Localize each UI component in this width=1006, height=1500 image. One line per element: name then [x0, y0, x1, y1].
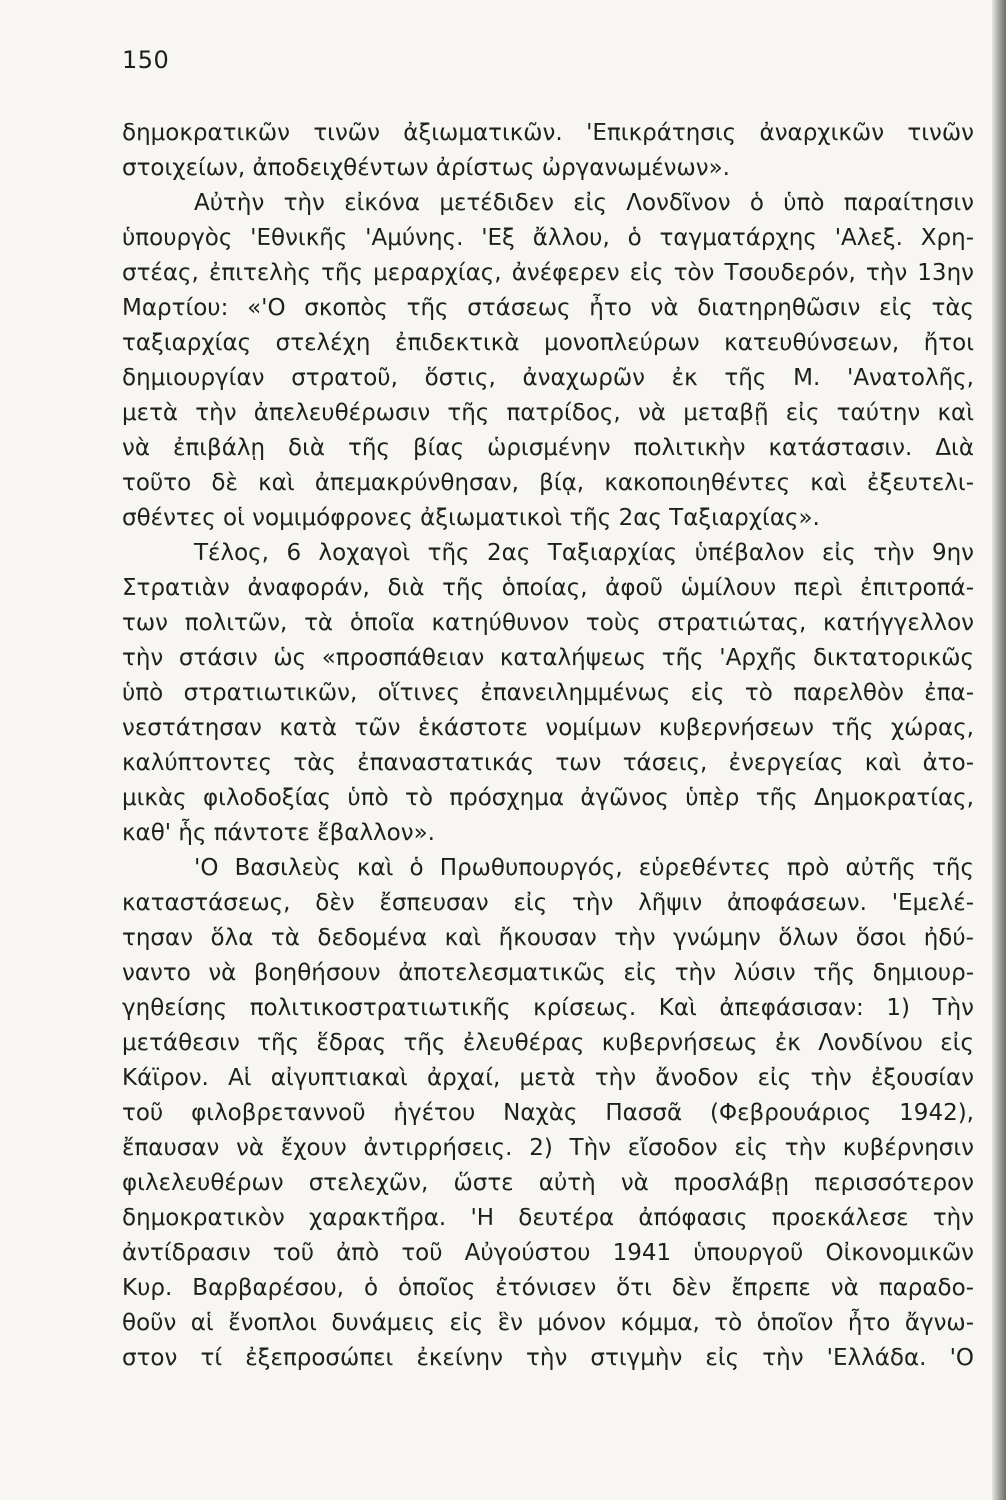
text-line: δημιουργίαν στρατοῦ, ὅστις, ἀναχωρῶν ἐκ τῆς Μ. 'Ανατολῆς,: [122, 365, 974, 391]
text-line: 'Ο Βασιλεὺς καὶ ὁ Πρωθυπουργός, εὑρεθέντες πρὸ αὐτῆς τῆς: [194, 855, 974, 881]
text-line: ναντο νὰ βοηθήσουν ἀποτελεσματικῶς εἰς τὴν λύσιν τῆς δημιουρ-: [122, 960, 974, 986]
text-line: στον τί ἐξεπροσώπει ἐκείνην τὴν στιγμὴν εἰς τὴν 'Ελλάδα. 'Ο: [122, 1345, 974, 1371]
text-line: τοῦτο δὲ καὶ ἀπεμακρύνθησαν, βίᾳ, κακοποιηθέντες καὶ ἐξευτελι-: [122, 470, 974, 496]
text-line: δημοκρατικὸν χαρακτῆρα. 'Η δευτέρα ἀπόφασις προεκάλεσε τὴν: [122, 1205, 974, 1231]
text-line: Κάϊρον. Αἱ αἰγυπτιακαὶ ἀρχαί, μετὰ τὴν ἄνοδον εἰς τὴν ἐξουσίαν: [122, 1065, 974, 1091]
text-line: δημοκρατικῶν τινῶν ἀξιωματικῶν. 'Επικράτησις ἀναρχικῶν τινῶν: [122, 120, 974, 146]
text-line: Τέλος, 6 λοχαγοὶ τῆς 2ας Ταξιαρχίας ὑπέβαλον εἰς τὴν 9ην: [194, 540, 974, 566]
text-line: Στρατιὰν ἀναφοράν, διὰ τῆς ὁποίας, ἀφοῦ ὡμίλουν περὶ ἐπιτροπά-: [122, 575, 974, 601]
text-line: μετάθεσιν τῆς ἕδρας τῆς ἐλευθέρας κυβερνήσεως ἐκ Λονδίνου εἰς: [122, 1030, 974, 1056]
text-line: ταξιαρχίας στελέχη ἐπιδεκτικὰ μονοπλεύρων κατευθύνσεων, ἤτοι: [122, 330, 974, 356]
page-gutter-shadow: [992, 0, 1006, 1500]
text-line: θοῦν αἱ ἔνοπλοι δυνάμεις εἰς ἓν μόνον κόμμα, τὸ ὁποῖον ἦτο ἄγνω-: [122, 1310, 974, 1336]
text-line: γηθείσης πολιτικοστρατιωτικῆς κρίσεως. Καὶ ἀπεφάσισαν: 1) Τὴν: [122, 995, 974, 1021]
text-line: ἀντίδρασιν τοῦ ἀπὸ τοῦ Αὐγούστου 1941 ὑπουργοῦ Οἰκονομικῶν: [122, 1240, 974, 1266]
text-line: ὑπουργὸς 'Εθνικῆς 'Αμύνης. 'Εξ ἄλλου, ὁ ταγματάρχης 'Αλεξ. Χρη-: [122, 225, 974, 251]
text-line: ὑπὸ στρατιωτικῶν, οἵτινες ἐπανειλημμένως εἰς τὸ παρελθὸν ἐπα-: [122, 680, 974, 706]
text-line: ἔπαυσαν νὰ ἔχουν ἀντιρρήσεις. 2) Τὴν εἴσοδον εἰς τὴν κυβέρνησιν: [122, 1135, 974, 1161]
text-line: των πολιτῶν, τὰ ὁποῖα κατηύθυνον τοὺς στρατιώτας, κατήγγελλον: [122, 610, 974, 636]
text-line: Αὐτὴν τὴν εἰκόνα μετέδιδεν εἰς Λονδῖνον ὁ ὑπὸ παραίτησιν: [194, 190, 974, 216]
text-line: τὴν στάσιν ὡς «προσπάθειαν καταλήψεως τῆς 'Αρχῆς δικτατορικῶς: [122, 645, 974, 671]
text-line: τησαν ὅλα τὰ δεδομένα καὶ ἤκουσαν τὴν γνώμην ὅλων ὅσοι ἠδύ-: [122, 925, 974, 951]
text-line: στέας, ἐπιτελὴς τῆς μεραρχίας, ἀνέφερεν εἰς τὸν Τσουδερόν, τὴν 13ην: [122, 260, 974, 286]
text-line: καλύπτοντες τὰς ἐπαναστατικάς των τάσεις, ἐνεργείας καὶ ἀτο-: [122, 750, 974, 776]
text-line: μετὰ τὴν ἀπελευθέρωσιν τῆς πατρίδος, νὰ μεταβῇ εἰς ταύτην καὶ: [122, 400, 974, 426]
text-line: σθέντες οἱ νομιμόφρονες ἀξιωματικοὶ τῆς 2ας Ταξιαρχίας».: [122, 505, 820, 531]
text-line: μικὰς φιλοδοξίας ὑπὸ τὸ πρόσχημα ἀγῶνος ὑπὲρ τῆς Δημοκρατίας,: [122, 785, 974, 811]
text-line: Μαρτίου: «'Ο σκοπὸς τῆς στάσεως ἦτο νὰ διατηρηθῶσιν εἰς τὰς: [122, 295, 974, 321]
text-line: νεστάτησαν κατὰ τῶν ἑκάστοτε νομίμων κυβερνήσεων τῆς χώρας,: [122, 715, 974, 741]
text-line: νὰ ἐπιβάλῃ διὰ τῆς βίας ὡρισμένην πολιτικὴν κατάστασιν. Διὰ: [122, 435, 974, 461]
page-number: 150: [122, 46, 170, 74]
text-line: καταστάσεως, δὲν ἔσπευσαν εἰς τὴν λῆψιν ἀποφάσεων. 'Εμελέ-: [122, 890, 974, 916]
text-line: στοιχείων, ἀποδειχθέντων ἀρίστως ὠργανωμένων».: [122, 155, 730, 181]
text-line: φιλελευθέρων στελεχῶν, ὥστε αὐτὴ νὰ προσλάβῃ περισσότερον: [122, 1170, 974, 1196]
text-line: τοῦ φιλοβρεταννοῦ ἡγέτου Ναχὰς Πασσᾶ (Φεβρουάριος 1942),: [122, 1100, 974, 1126]
text-line: Κυρ. Βαρβαρέσου, ὁ ὁποῖος ἐτόνισεν ὅτι δὲν ἔπρεπε νὰ παραδο-: [122, 1275, 974, 1301]
body-text: [122, 116, 974, 1376]
text-line: καθ' ἧς πάντοτε ἔβαλλον».: [122, 820, 435, 846]
